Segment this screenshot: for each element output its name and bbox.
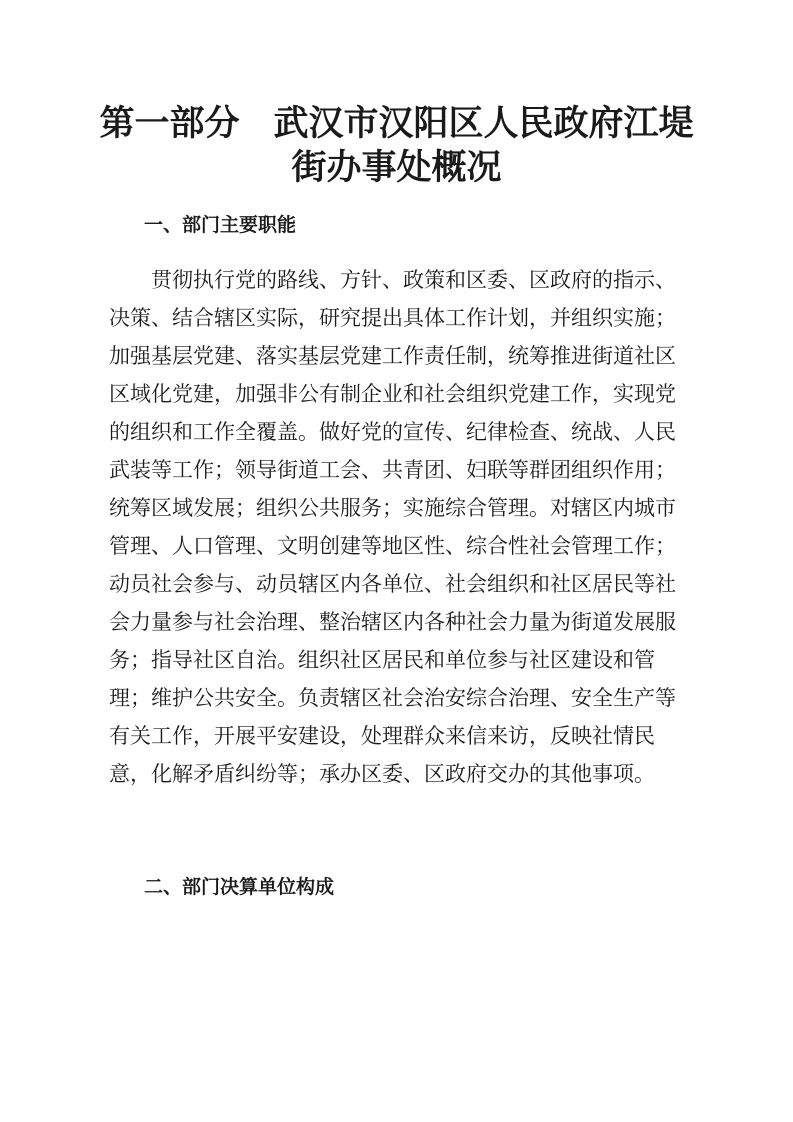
page-title-line-1 <box>0 96 793 146</box>
paragraph-line: 区域化党建，加强非公有制企业和社会组织党建工作，实现党 <box>109 382 676 406</box>
section-heading-main-functions: 一、部门主要职能 <box>144 214 297 236</box>
paragraph-line: 务；指导社区自治。组织社区居民和单位参与社区建设和管 <box>109 648 655 672</box>
title-organization-name: 武汉市汉阳区人民政府江堤 <box>273 103 694 144</box>
paragraph-line: 统筹区域发展；组织公共服务；实施综合管理。对辖区内城市 <box>109 496 676 520</box>
paragraph-line: 的组织和工作全覆盖。做好党的宣传、纪律检查、统战、人民 <box>109 420 676 444</box>
paragraph-line: 贯彻执行党的路线、方针、政策和区委、区政府的指示、 <box>151 268 676 292</box>
paragraph-line: 会力量参与社会治理、整治辖区内各种社会力量为街道发展服 <box>109 610 676 634</box>
paragraph-line: 武装等工作；领导街道工会、共青团、妇联等群团组织作用； <box>109 458 676 482</box>
page-title-line-2: 街办事处概况 <box>291 147 502 188</box>
paragraph-line: 有关工作，开展平安建设，处理群众来信来访，反映社情民 <box>109 724 655 748</box>
paragraph-line: 意，化解矛盾纠纷等；承办区委、区政府交办的其他事项。 <box>109 762 655 786</box>
paragraph-line: 决策、结合辖区实际，研究提出具体工作计划，并组织实施； <box>109 306 676 330</box>
paragraph-line: 加强基层党建、落实基层党建工作责任制，统筹推进街道社区 <box>109 344 676 368</box>
title-part-label: 第一部分 <box>99 103 240 144</box>
section-heading-budget-units: 二、部门决算单位构成 <box>144 876 335 898</box>
paragraph-line: 动员社会参与、动员辖区内各单位、社会组织和社区居民等社 <box>109 572 676 596</box>
paragraph-line: 理；维护公共安全。负责辖区社会治安综合治理、安全生产等 <box>109 686 676 710</box>
paragraph-line: 管理、人口管理、文明创建等地区性、综合性社会管理工作； <box>109 534 676 558</box>
